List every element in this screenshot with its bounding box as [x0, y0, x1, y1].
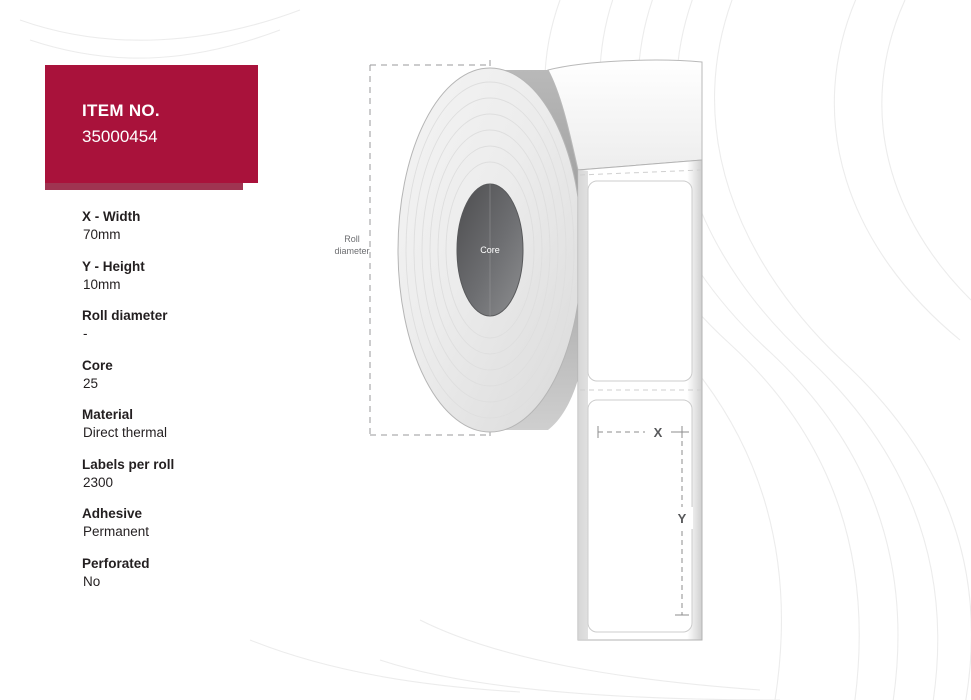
label-face-middle	[588, 181, 692, 381]
spec-row-core	[82, 357, 332, 394]
spec-value: 10mm	[83, 276, 121, 292]
roll-diameter-label-line1: Roll	[344, 234, 360, 244]
core-label: Core	[480, 245, 500, 255]
spec-row-material	[82, 406, 332, 443]
spec-label: Y - Height	[82, 258, 145, 274]
spec-value: Permanent	[83, 524, 150, 539]
spec-label: Perforated	[82, 555, 150, 571]
item-number-badge	[45, 65, 258, 183]
label-roll-body	[398, 68, 592, 432]
y-dimension-label: Y	[677, 511, 687, 526]
spec-value: No	[83, 573, 101, 589]
spec-row-height	[82, 258, 332, 295]
badge-title: ITEM NO.	[82, 101, 160, 120]
spec-label: Core	[82, 357, 113, 373]
spec-label: Adhesive	[82, 506, 143, 521]
spec-row-roll-diameter	[82, 307, 332, 344]
x-dimension-label: X	[653, 425, 663, 440]
spec-label: Material	[82, 407, 134, 422]
spec-row-width	[82, 208, 332, 245]
spec-row-adhesive	[82, 505, 332, 542]
label-roll-illustration	[330, 40, 950, 680]
badge-value: 35000454	[82, 127, 158, 146]
specification-list	[82, 208, 332, 604]
spec-value: 25	[83, 375, 99, 391]
spec-label: Labels per roll	[82, 456, 175, 472]
spec-row-labels-per-roll	[82, 456, 332, 493]
spec-value: -	[83, 326, 88, 341]
spec-value: 2300	[83, 474, 114, 490]
spec-label: X - Width	[82, 209, 141, 224]
spec-row-perforated	[82, 555, 332, 592]
spec-value: 70mm	[83, 227, 121, 242]
roll-diameter-label-line2: diameter	[334, 246, 370, 256]
spec-label: Roll diameter	[82, 308, 168, 323]
spec-value: Direct thermal	[83, 425, 168, 440]
badge-shadow-strip	[45, 183, 243, 190]
